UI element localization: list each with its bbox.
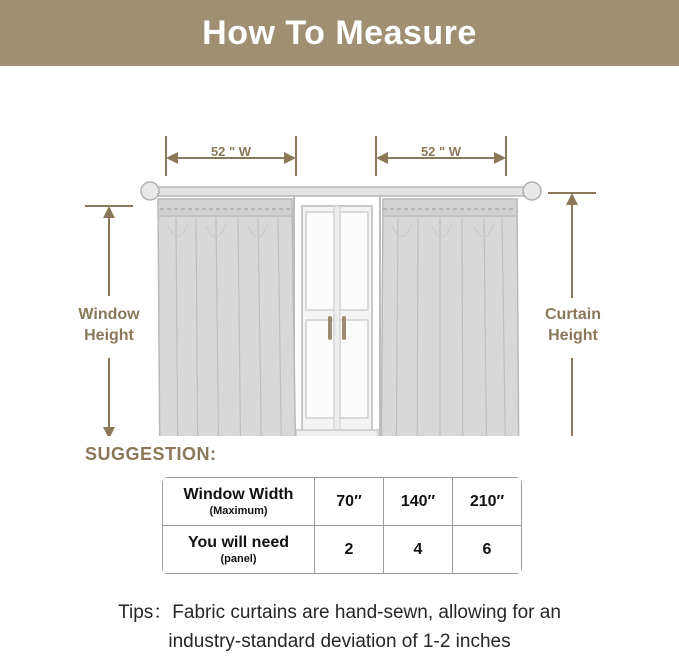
arrow-down-icon: [103, 427, 115, 436]
tips-label: Tips：: [118, 602, 173, 623]
arrow-right-icon: [284, 152, 296, 164]
header-banner: [0, 0, 679, 66]
row-header-cell: [163, 478, 315, 526]
width-label-left: 52 " W: [210, 144, 252, 159]
row-header-text: You will need: [187, 534, 290, 551]
arrow-up-icon: [103, 206, 115, 218]
tips-line1: Fabric curtains are hand-sewn, allowing for an: [172, 602, 561, 623]
curtain-height-label-line2: Height: [548, 327, 598, 344]
window-height-label: [56, 304, 162, 346]
page-title: How To Measure: [202, 13, 477, 52]
suggestion-table-wrapper: [162, 477, 517, 574]
curtain-height-label: [518, 304, 628, 346]
table-row: [163, 526, 522, 574]
value-cell: 70″: [315, 478, 384, 526]
arrow-right-icon: [494, 152, 506, 164]
arrow-up-icon: [566, 193, 578, 205]
value-cell: 6: [453, 526, 522, 574]
measure-diagram: [0, 66, 679, 436]
curtain-height-label-line1: Curtain: [545, 306, 601, 323]
value-cell: 2: [315, 526, 384, 574]
value-cell: 4: [384, 526, 453, 574]
suggestion-table: [162, 477, 522, 574]
value-cell: 210″: [453, 478, 522, 526]
window-height-label-line2: Height: [84, 327, 134, 344]
tips-block: [0, 598, 679, 656]
suggestion-label: SUGGESTION:: [85, 444, 217, 464]
window-height-label-line1: Window: [78, 306, 140, 323]
arrow-left-icon: [166, 152, 178, 164]
row-header-cell: [163, 526, 315, 574]
curtain-panel-right-icon: [381, 199, 519, 436]
row-header-subtext: (Maximum): [209, 505, 268, 517]
curtain-panel-left-icon: [158, 199, 296, 436]
row-header-text: Window Width: [183, 486, 294, 503]
width-label-right: 52 " W: [420, 144, 462, 159]
value-cell: 140″: [384, 478, 453, 526]
tips-line2: industry-standard deviation of 1-2 inches: [168, 631, 511, 652]
row-header-subtext: (panel): [220, 553, 257, 565]
arrow-left-icon: [376, 152, 388, 164]
diagram-illustration: [0, 66, 679, 436]
window-icon: [294, 194, 380, 436]
table-row: [163, 478, 522, 526]
